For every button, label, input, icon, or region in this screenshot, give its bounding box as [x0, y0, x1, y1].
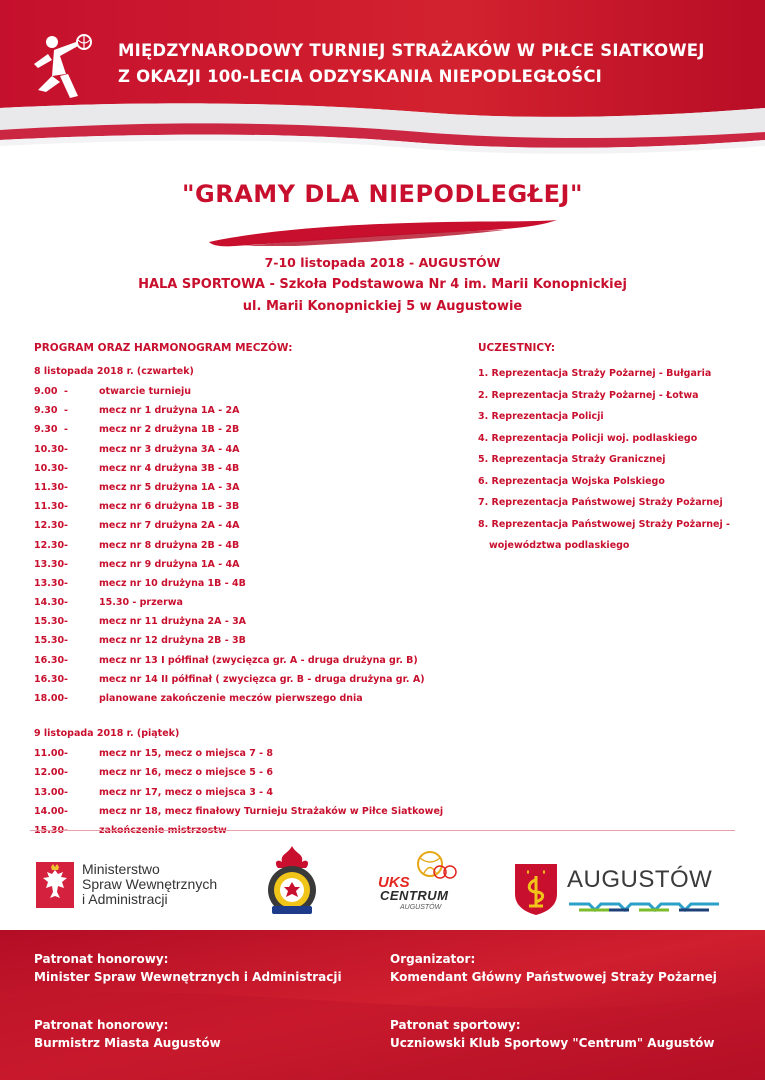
schedule-dash: -: [64, 443, 68, 455]
patron-1-value: Minister Spraw Wewnętrznych i Administracji: [34, 970, 342, 984]
program-title: PROGRAM ORAZ HARMONOGRAM MECZÓW:: [34, 342, 293, 354]
event-venue: HALA SPORTOWA - Szkoła Podstawowa Nr 4 im. Marii Konopnickiej: [138, 277, 627, 292]
schedule-row: [34, 559, 464, 578]
schedule-event: mecz nr 17, mecz o miejsca 3 - 4: [99, 786, 273, 798]
patron-2-label: Patronat honorowy:: [34, 1018, 169, 1032]
event-address: ul. Marii Konopnickiej 5 w Augustowie: [242, 299, 523, 314]
schedule-event: mecz nr 7 drużyna 2A - 4A: [99, 520, 240, 532]
patron-honorary-2: [34, 1016, 221, 1052]
polish-eagle-icon: [36, 862, 74, 908]
schedule-event: mecz nr 5 drużyna 1A - 3A: [99, 481, 240, 493]
day1-schedule: [34, 386, 464, 712]
schedule-time: 11.00: [34, 748, 65, 760]
program-schedule: [34, 342, 464, 844]
event-date-place: 7-10 listopada 2018 - AUGUSTÓW: [264, 255, 501, 270]
schedule-dash: -: [64, 805, 68, 817]
schedule-dash: -: [64, 539, 68, 551]
schedule-dash: -: [64, 481, 68, 493]
schedule-time: 9.30: [34, 424, 58, 436]
schedule-row: [34, 767, 464, 786]
schedule-dash: -: [64, 558, 68, 570]
participant-item: 5. Reprezentacja Straży Granicznej: [478, 454, 666, 465]
footer-banner: [0, 930, 765, 1080]
participant-item: 7. Reprezentacja Państwowej Straży Pożarnej: [478, 497, 723, 508]
sponsor-logos: [0, 838, 765, 928]
participant-item: 8. Reprezentacja Państwowej Straży Pożarnej -: [478, 518, 731, 530]
participants-list: [478, 342, 748, 562]
schedule-time: 12.30: [34, 520, 65, 532]
title-line-1: MIĘDZYNARODOWY TURNIEJ STRAŻAKÓW W PIŁCE SIATKOWEJ: [118, 41, 705, 60]
schedule-time: 13.30: [34, 577, 65, 589]
schedule-row: [34, 693, 464, 712]
schedule-dash: -: [64, 786, 68, 798]
mswia-logo: [36, 861, 218, 913]
schedule-row: [34, 787, 464, 806]
schedule-row: [34, 616, 464, 635]
schedule-event: mecz nr 3 drużyna 3A - 4A: [99, 443, 240, 455]
schedule-time: 15.30: [34, 616, 65, 628]
schedule-time: 18.00: [34, 693, 65, 704]
schedule-time: 15.30: [34, 635, 65, 647]
divider: [30, 830, 735, 831]
sport-patron: [390, 1016, 714, 1052]
event-info: [0, 252, 765, 318]
mswia-line-2: Spraw Wewnętrznych: [82, 876, 218, 892]
schedule-time: 13.00: [34, 786, 65, 798]
organizer-label: Organizator:: [390, 952, 476, 966]
schedule-row: [34, 463, 464, 482]
patron-1-label: Patronat honorowy:: [34, 952, 169, 966]
schedule-row: [34, 748, 464, 767]
uks-city-label: AUGUSTÓW: [400, 904, 442, 911]
schedule-time: 12.00: [34, 767, 65, 779]
schedule-row: [34, 635, 464, 654]
schedule-dash: -: [64, 748, 68, 760]
schedule-dash: -: [64, 635, 68, 647]
schedule-dash: -: [64, 693, 68, 704]
schedule-row: [34, 501, 464, 520]
schedule-event: otwarcie turnieju: [99, 386, 192, 397]
schedule-time: 10.30: [34, 443, 65, 455]
schedule-event: mecz nr 14 II półfinał ( zwycięzca gr. B - druga drużyna gr. A): [99, 673, 425, 685]
schedule-event: mecz nr 8 drużyna 2B - 4B: [99, 539, 240, 551]
motto: "GRAMY DLA NIEPODLEGŁEJ": [182, 180, 583, 208]
schedule-time: 14.30: [34, 597, 65, 609]
schedule-row: [34, 520, 464, 539]
participants-title: UCZESTNICY:: [478, 342, 556, 354]
participant-item: 2. Reprezentacja Straży Pożarnej - Łotwa: [478, 389, 699, 401]
augustow-coat-of-arms-icon: [513, 862, 559, 916]
organizer-value: Komendant Główny Państwowej Straży Pożarnej: [390, 970, 717, 984]
sport-patron-value: Uczniowski Klub Sportowy "Centrum" Augustów: [390, 1036, 715, 1050]
schedule-dash: -: [64, 386, 68, 397]
schedule-event: mecz nr 12 drużyna 2B - 3B: [99, 635, 246, 647]
centrum-label: CENTRUM: [380, 888, 449, 903]
title-line-2: Z OKAZJI 100-LECIA ODZYSKANIA NIEPODLEGŁOŚCI: [118, 67, 602, 86]
schedule-event: mecz nr 11 drużyna 2A - 3A: [99, 616, 247, 628]
schedule-event: mecz nr 1 drużyna 1A - 2A: [99, 405, 240, 417]
uks-label: UKS: [378, 874, 410, 891]
schedule-event: planowane zakończenie meczów pierwszego dnia: [99, 693, 363, 704]
schedule-time: 9.30: [34, 405, 58, 417]
schedule-row: [34, 806, 464, 825]
schedule-event: mecz nr 2 drużyna 1B - 2B: [99, 424, 240, 436]
participant-item: 4. Reprezentacja Policji woj. podlaskiego: [478, 432, 698, 444]
schedule-row: [34, 540, 464, 559]
participant-item-continuation: województwa podlaskiego: [489, 540, 630, 551]
schedule-event: mecz nr 18, mecz finałowy Turnieju Strażaków w Piłce Siatkowej: [99, 805, 444, 817]
schedule-dash: -: [64, 577, 68, 589]
participant-item: 1. Reprezentacja Straży Pożarnej - Bułgaria: [478, 368, 712, 379]
schedule-row: [34, 424, 464, 443]
day-gap: [34, 712, 464, 728]
schedule-event: mecz nr 4 drużyna 3B - 4B: [99, 462, 240, 474]
schedule-time: 16.30: [34, 673, 65, 685]
brush-stroke-decoration: [205, 216, 560, 250]
day2-title: 9 listopada 2018 r. (piątek): [34, 728, 180, 740]
schedule-row: [34, 405, 464, 424]
schedule-time: 13.30: [34, 558, 65, 570]
schedule-time: 10.30: [34, 462, 65, 474]
schedule-row: [34, 578, 464, 597]
augustow-wordmark: AUGUSTÓW: [567, 866, 713, 893]
mswia-text: [82, 862, 217, 907]
uks-centrum-logo: [374, 848, 474, 918]
schedule-event: mecz nr 10 drużyna 1B - 4B: [99, 577, 246, 589]
schedule-time: 11.30: [34, 481, 65, 493]
schedule-dash: -: [64, 405, 68, 417]
schedule-dash: -: [64, 673, 68, 685]
schedule-dash: -: [64, 462, 68, 474]
schedule-time: 9.00: [34, 386, 58, 397]
schedule-event: mecz nr 13 I półfinał (zwycięzca gr. A - druga drużyna gr. B): [99, 654, 418, 666]
schedule-dash: -: [64, 597, 68, 609]
day1-title: 8 listopada 2018 r. (czwartek): [34, 366, 194, 377]
schedule-row: [34, 386, 464, 405]
organizer: [390, 950, 717, 986]
schedule-dash: -: [64, 654, 68, 666]
participant-items: [478, 368, 748, 540]
schedule-event: mecz nr 6 drużyna 1B - 3B: [99, 501, 240, 513]
mswia-line-1: Ministerstwo: [82, 861, 160, 877]
schedule-time: 11.30: [34, 501, 65, 513]
schedule-event: mecz nr 16, mecz o miejsce 5 - 6: [99, 767, 274, 779]
schedule-row: [34, 655, 464, 674]
header-banner: [0, 0, 765, 165]
schedule-event: 15.30 - przerwa: [99, 597, 183, 609]
schedule-event: mecz nr 15, mecz o miejsca 7 - 8: [99, 748, 273, 760]
patron-2-value: Burmistrz Miasta Augustów: [34, 1036, 221, 1050]
participant-item: 6. Reprezentacja Wojska Polskiego: [478, 475, 665, 487]
event-title: [118, 38, 758, 90]
fire-service-emblem-icon: [260, 844, 324, 924]
schedule-time: 12.30: [34, 539, 65, 551]
schedule-row: [34, 674, 464, 693]
schedule-time: 16.30: [34, 654, 65, 666]
schedule-event: mecz nr 9 drużyna 1A - 4A: [99, 558, 240, 570]
patron-honorary-1: [34, 950, 342, 986]
schedule-dash: -: [64, 616, 68, 628]
augustow-wave-decoration: [569, 900, 719, 914]
schedule-dash: -: [64, 501, 68, 513]
schedule-time: 14.00: [34, 805, 65, 817]
schedule-dash: -: [64, 767, 68, 779]
schedule-dash: -: [64, 424, 68, 436]
sport-patron-label: Patronat sportowy:: [390, 1018, 521, 1032]
augustow-logo: [513, 862, 713, 921]
schedule-row: [34, 482, 464, 501]
mswia-line-3: i Administracji: [82, 891, 168, 907]
participant-item: 3. Reprezentacja Policji: [478, 411, 604, 422]
schedule-dash: -: [64, 520, 68, 532]
volleyball-player-icon: [26, 28, 106, 108]
schedule-row: [34, 597, 464, 616]
schedule-row: [34, 444, 464, 463]
